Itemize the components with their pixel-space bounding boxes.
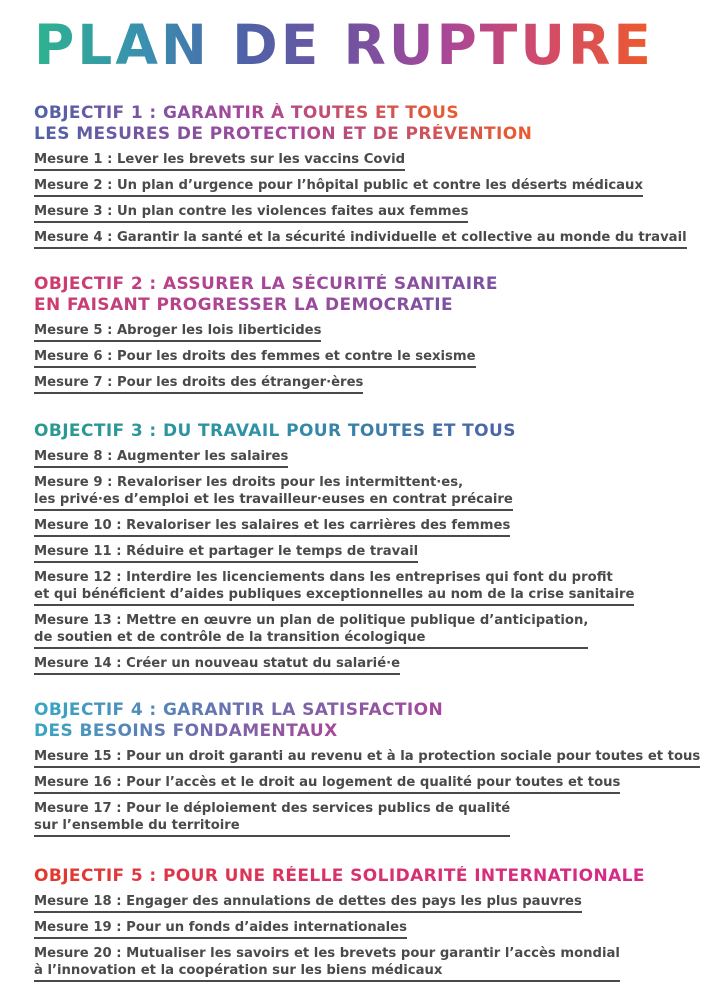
measure-text-line: Mesure 5 : Abroger les lois liberticides xyxy=(34,323,322,338)
measure-text-line: Mesure 19 : Pour un fonds d’aides internationales xyxy=(34,920,407,935)
measure-17-link[interactable] xyxy=(34,800,510,837)
measure-text-line: de soutien et de contrôle de la transition écologique xyxy=(34,630,426,645)
measure-text-line: à l’innovation et la coopération sur les biens médicaux xyxy=(34,963,443,978)
measure-text-line: Mesure 7 : Pour les droits des étranger·ères xyxy=(34,375,364,390)
measure-9-link[interactable] xyxy=(34,474,513,511)
measure-6-link[interactable] xyxy=(34,348,476,368)
measure-text-line: Mesure 10 : Revaloriser les salaires et les carrières des femmes xyxy=(34,518,511,533)
measure-8-link[interactable] xyxy=(34,448,288,468)
measure-text-line: Mesure 1 : Lever les brevets sur les vaccins Covid xyxy=(34,152,406,167)
measure-text-line: Mesure 2 : Un plan d’urgence pour l’hôpital public et contre les déserts médicaux xyxy=(34,178,643,193)
measure-3-link[interactable] xyxy=(34,203,468,223)
measure-text-line: Mesure 9 : Revaloriser les droits pour les intermittent·es, xyxy=(34,475,464,490)
measure-text-line: Mesure 17 : Pour le déploiement des services publics de qualité xyxy=(34,801,511,816)
measure-text-line: Mesure 3 : Un plan contre les violences faites aux femmes xyxy=(34,204,469,219)
objective-4 xyxy=(34,700,704,843)
objective-5-title xyxy=(34,866,704,887)
measure-1-link[interactable] xyxy=(34,151,405,171)
measure-text-line: Mesure 6 : Pour les droits des femmes et contre le sexisme xyxy=(34,349,476,364)
measure-7-link[interactable] xyxy=(34,374,363,394)
objective-title-line: OBJECTIF 5 : POUR UNE RÉELLE SOLIDARITÉ INTERNATIONALE xyxy=(34,866,645,886)
measure-text-line: Mesure 20 : Mutualiser les savoirs et les brevets pour garantir l’accès mondial xyxy=(34,946,620,961)
measure-text-line: sur l’ensemble du territoire xyxy=(34,818,240,833)
measure-text-line: et qui bénéficient d’aides publiques exceptionnelles au nom de la crise sanitaire xyxy=(34,587,635,602)
objective-4-title xyxy=(34,700,704,742)
measure-text-line: Mesure 4 : Garantir la santé et la sécurité individuelle et collective au monde du travail xyxy=(34,230,687,245)
measure-text-line: Mesure 13 : Mettre en œuvre un plan de politique publique d’anticipation, xyxy=(34,613,589,628)
measure-13-link[interactable] xyxy=(34,612,588,649)
measure-16-link[interactable] xyxy=(34,774,620,794)
objective-3-title xyxy=(34,421,704,442)
measure-text-line: Mesure 16 : Pour l’accès et le droit au logement de qualité pour toutes et tous xyxy=(34,775,621,790)
measure-11-link[interactable] xyxy=(34,543,418,563)
objective-title-line: OBJECTIF 4 : GARANTIR LA SATISFACTION xyxy=(34,700,444,720)
measure-text-line: Mesure 11 : Réduire et partager le temps de travail xyxy=(34,544,419,559)
objective-title-line: OBJECTIF 3 : DU TRAVAIL POUR TOUTES ET TOUS xyxy=(34,421,516,441)
objective-title-line: OBJECTIF 1 : GARANTIR À TOUTES ET TOUS xyxy=(34,103,459,123)
objective-5 xyxy=(34,866,704,988)
objective-title-line: OBJECTIF 2 : ASSURER LA SÉCURITÉ SANITAIRE xyxy=(34,274,498,294)
objective-title-line: DES BESOINS FONDAMENTAUX xyxy=(34,721,338,741)
measure-text-line: les privé·es d’emploi et les travailleur·euses en contrat précaire xyxy=(34,492,513,507)
objective-2-title xyxy=(34,274,704,316)
measure-19-link[interactable] xyxy=(34,919,407,939)
measure-10-link[interactable] xyxy=(34,517,510,537)
objective-title-line: LES MESURES DE PROTECTION ET DE PRÉVENTION xyxy=(34,124,533,144)
measure-18-link[interactable] xyxy=(34,893,582,913)
measure-20-link[interactable] xyxy=(34,945,620,982)
measure-14-link[interactable] xyxy=(34,655,400,675)
measure-5-link[interactable] xyxy=(34,322,321,342)
measure-12-link[interactable] xyxy=(34,569,634,606)
objective-title-line: EN FAISANT PROGRESSER LA DEMOCRATIE xyxy=(34,295,453,315)
objective-3 xyxy=(34,421,704,681)
measure-text-line: Mesure 14 : Créer un nouveau statut du salarié·e xyxy=(34,656,401,671)
measure-text-line: Mesure 15 : Pour un droit garanti au revenu et à la protection sociale pour toutes et tous xyxy=(34,749,701,764)
measure-text-line: Mesure 8 : Augmenter les salaires xyxy=(34,449,289,464)
measure-2-link[interactable] xyxy=(34,177,643,197)
measure-4-link[interactable] xyxy=(34,229,687,249)
objective-1-title xyxy=(34,103,704,145)
measure-text-line: Mesure 12 : Interdire les licenciements dans les entreprises qui font du profit xyxy=(34,570,613,585)
objective-2 xyxy=(34,274,704,400)
objective-1 xyxy=(34,103,704,255)
measure-15-link[interactable] xyxy=(34,748,700,768)
page-title: PLAN DE RUPTURE xyxy=(34,13,654,77)
measure-text-line: Mesure 18 : Engager des annulations de dettes des pays les plus pauvres xyxy=(34,894,582,909)
